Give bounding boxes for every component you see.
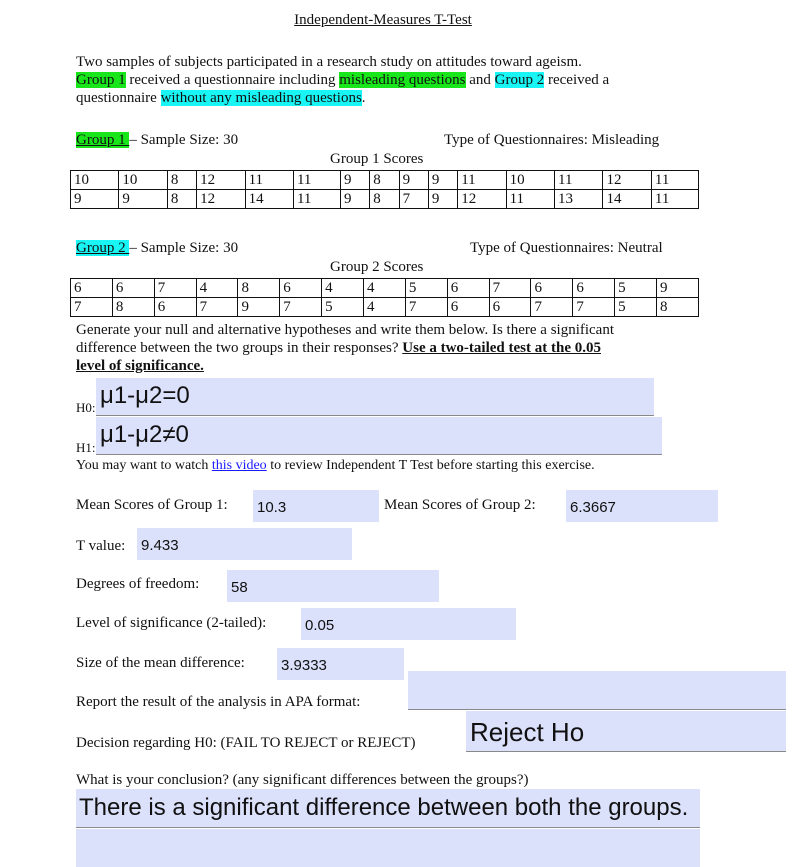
group2-cell: 6 bbox=[447, 298, 489, 317]
intro-text-c: received a bbox=[544, 72, 610, 88]
conclusion-field-extra[interactable] bbox=[76, 829, 700, 867]
without-highlight: without any misleading questions bbox=[160, 90, 362, 106]
mean1-label: Mean Scores of Group 1: bbox=[76, 497, 228, 513]
h0-value: μ1-μ2=0 bbox=[100, 382, 190, 409]
group1-cell: 13 bbox=[555, 190, 603, 209]
group1-cell: 11 bbox=[293, 171, 340, 190]
group1-scores-title: Group 1 Scores bbox=[330, 151, 424, 167]
group1-sample-size: – Sample Size: 30 bbox=[129, 132, 239, 148]
significance-label: Level of significance (2-tailed): bbox=[76, 615, 267, 631]
group1-cell: 9 bbox=[119, 190, 167, 209]
group1-cell: 9 bbox=[341, 171, 370, 190]
group1-cell: 8 bbox=[167, 190, 196, 209]
intro-text-e: . bbox=[361, 90, 366, 106]
group1-row bbox=[71, 190, 699, 209]
t-value-label: T value: bbox=[76, 538, 126, 554]
group2-cell: 7 bbox=[531, 298, 573, 317]
group1-cell: 11 bbox=[555, 171, 603, 190]
mean1-field[interactable] bbox=[253, 490, 379, 522]
group1-cell: 12 bbox=[197, 171, 245, 190]
group2-cell: 4 bbox=[364, 279, 406, 298]
group2-cell: 8 bbox=[112, 298, 154, 317]
group2-sample-size: – Sample Size: 30 bbox=[129, 240, 239, 256]
group2-cell: 4 bbox=[364, 298, 406, 317]
intro-text-b: and bbox=[465, 72, 495, 88]
apa-label: Report the result of the analysis in APA format: bbox=[76, 694, 361, 710]
group1-cell: 9 bbox=[341, 190, 370, 209]
decision-field[interactable] bbox=[466, 711, 786, 752]
group1-cell: 11 bbox=[293, 190, 340, 209]
intro-text-d: questionnaire bbox=[76, 90, 161, 106]
intro-line-2 bbox=[76, 71, 716, 89]
df-label: Degrees of freedom: bbox=[76, 576, 200, 592]
decision-label: Decision regarding H0: (FAIL TO REJECT or REJECT) bbox=[76, 735, 416, 751]
group1-cell: 14 bbox=[245, 190, 293, 209]
group2-cell: 4 bbox=[322, 279, 364, 298]
group2-cell: 5 bbox=[322, 298, 364, 317]
group1-cell: 7 bbox=[399, 190, 428, 209]
instructions-text: difference between the two groups in their responses? bbox=[76, 340, 403, 356]
group1-cell: 12 bbox=[603, 171, 651, 190]
t-value: 9.433 bbox=[141, 537, 179, 554]
h1-label: H1: bbox=[76, 440, 96, 455]
group1-cell: 14 bbox=[603, 190, 651, 209]
group1-cell: 11 bbox=[651, 190, 698, 209]
h1-field[interactable] bbox=[96, 417, 662, 455]
h0-label: H0: bbox=[76, 400, 96, 415]
group1-cell: 9 bbox=[71, 190, 119, 209]
instructions-line-2 bbox=[76, 339, 716, 357]
group2-cell: 6 bbox=[489, 298, 531, 317]
group2-cell: 6 bbox=[112, 279, 154, 298]
conclusion-value: There is a significant difference between both the groups. bbox=[79, 794, 689, 821]
mean-difference-value: 3.9333 bbox=[281, 657, 327, 674]
intro-line-1: Two samples of subjects participated in a research study on attitudes toward ageism. bbox=[76, 54, 582, 70]
group1-cell: 8 bbox=[167, 171, 196, 190]
group2-cell: 6 bbox=[573, 279, 615, 298]
group2-cell: 7 bbox=[71, 298, 113, 317]
group2-cell: 7 bbox=[489, 279, 531, 298]
instructions-bold-2: level of significance. bbox=[76, 358, 204, 374]
df-field[interactable] bbox=[227, 570, 439, 602]
group2-cell: 7 bbox=[405, 298, 447, 317]
group2-cell: 8 bbox=[657, 298, 699, 317]
intro-paragraph bbox=[76, 53, 716, 107]
group1-highlight: Group 1 bbox=[76, 72, 126, 88]
mean1-value: 10.3 bbox=[257, 499, 287, 516]
significance-value: 0.05 bbox=[305, 617, 335, 634]
mean2-field[interactable] bbox=[566, 490, 718, 522]
page-title: Independent-Measures T-Test bbox=[294, 12, 472, 28]
decision-value: Reject Ho bbox=[470, 717, 585, 747]
group2-row bbox=[71, 298, 699, 317]
mean-difference-label: Size of the mean difference: bbox=[76, 655, 245, 671]
group2-heading bbox=[76, 239, 238, 257]
video-link[interactable]: this video bbox=[211, 458, 267, 473]
intro-text-a: received a questionnaire including bbox=[125, 72, 340, 88]
group1-cell: 12 bbox=[197, 190, 245, 209]
video-line bbox=[76, 457, 595, 475]
group1-cell: 11 bbox=[506, 190, 554, 209]
group2-cell: 5 bbox=[405, 279, 447, 298]
conclusion-label: What is your conclusion? (any significant differences between the groups?) bbox=[76, 772, 529, 788]
misleading-highlight: misleading questions bbox=[339, 72, 466, 88]
group2-scores-table bbox=[70, 278, 699, 317]
group1-cell: 11 bbox=[651, 171, 698, 190]
group1-cell: 11 bbox=[245, 171, 293, 190]
mean2-label: Mean Scores of Group 2: bbox=[384, 497, 536, 513]
video-text-before: You may want to watch bbox=[76, 458, 212, 473]
group2-cell: 5 bbox=[615, 279, 657, 298]
group1-label: Group 1 bbox=[76, 132, 130, 148]
group1-cell: 10 bbox=[71, 171, 119, 190]
group1-cell: 9 bbox=[428, 190, 457, 209]
h1-value: μ1-μ2≠0 bbox=[100, 421, 189, 448]
group2-cell: 6 bbox=[531, 279, 573, 298]
intro-line-3 bbox=[76, 89, 716, 107]
mean-difference-field[interactable] bbox=[277, 648, 404, 680]
apa-field[interactable] bbox=[408, 671, 786, 710]
group2-cell: 7 bbox=[154, 279, 196, 298]
group2-cell: 7 bbox=[196, 298, 238, 317]
group2-highlight: Group 2 bbox=[494, 72, 545, 88]
group1-row bbox=[71, 171, 699, 190]
instructions-line-1: Generate your null and alternative hypotheses and write them below. Is there a significant bbox=[76, 322, 615, 338]
group1-cell: 9 bbox=[399, 171, 428, 190]
group2-cell: 6 bbox=[154, 298, 196, 317]
group2-row bbox=[71, 279, 699, 298]
group2-cell: 4 bbox=[196, 279, 238, 298]
group1-cell: 12 bbox=[458, 190, 506, 209]
instructions-bold-1: Use a two-tailed test at the 0.05 bbox=[402, 340, 601, 356]
group2-cell: 9 bbox=[238, 298, 280, 317]
group2-cell: 5 bbox=[615, 298, 657, 317]
group1-questionnaire-type: Type of Questionnaires: Misleading bbox=[444, 132, 660, 148]
df-value: 58 bbox=[231, 579, 248, 596]
group1-cell: 8 bbox=[370, 190, 399, 209]
group2-cell: 7 bbox=[573, 298, 615, 317]
group1-cell: 10 bbox=[119, 171, 167, 190]
group1-scores-table bbox=[70, 170, 699, 209]
group2-label: Group 2 bbox=[76, 240, 130, 256]
t-value-field[interactable] bbox=[137, 528, 352, 560]
group2-cell: 6 bbox=[280, 279, 322, 298]
group1-cell: 10 bbox=[506, 171, 554, 190]
h0-field[interactable] bbox=[96, 378, 654, 416]
group2-cell: 6 bbox=[71, 279, 113, 298]
instructions-line-3 bbox=[76, 357, 716, 375]
group2-cell: 8 bbox=[238, 279, 280, 298]
conclusion-field[interactable] bbox=[76, 789, 700, 828]
group1-heading bbox=[76, 131, 238, 149]
group1-cell: 8 bbox=[370, 171, 399, 190]
significance-field[interactable] bbox=[301, 608, 516, 640]
mean2-value: 6.3667 bbox=[570, 499, 616, 516]
group2-cell: 6 bbox=[447, 279, 489, 298]
group1-cell: 11 bbox=[458, 171, 506, 190]
group2-scores-title: Group 2 Scores bbox=[330, 259, 424, 275]
group2-questionnaire-type: Type of Questionnaires: Neutral bbox=[470, 240, 663, 256]
group1-cell: 9 bbox=[428, 171, 457, 190]
video-text-after: to review Independent T Test before starting this exercise. bbox=[266, 458, 595, 473]
group2-cell: 9 bbox=[657, 279, 699, 298]
instructions bbox=[76, 321, 716, 375]
group2-cell: 7 bbox=[280, 298, 322, 317]
